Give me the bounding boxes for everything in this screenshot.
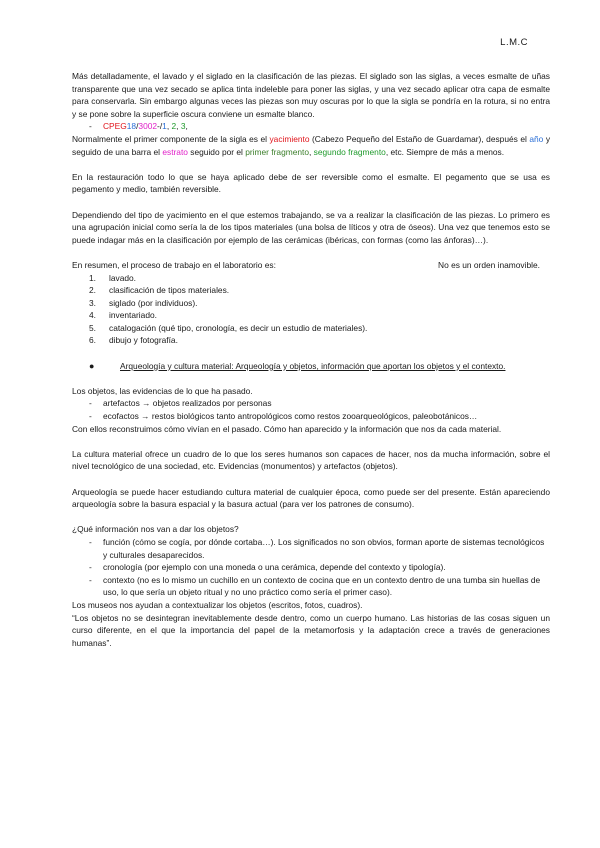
paragraph-arqueologia-presente: Arqueología se puede hacer estudiando cultura material de cualquier época, como puede ser del presente. Están apareciendo arqueología sobre la basura espacial y la basura actual (para ver los patrones de consumo). xyxy=(72,486,550,510)
sigla-fragment-1: 1 xyxy=(162,121,167,132)
sigla-site-code: CPEG xyxy=(103,121,127,132)
step-number: 3. xyxy=(89,297,96,308)
sigla-slash-dash: -/ xyxy=(157,121,163,132)
step-number: 1. xyxy=(89,272,96,283)
text-run: y seguido de una barra el xyxy=(72,133,551,157)
sigla-slash: / xyxy=(136,121,139,132)
evidence-list xyxy=(72,397,550,422)
info-list xyxy=(72,536,550,599)
bullet-icon: ● xyxy=(89,360,95,371)
paragraph-reconstruccion: Con ellos reconstruimos cómo vivían en el pasado. Cómo han aparecido y la información que nos da cada material. xyxy=(72,423,502,434)
paragraph-sigla-components xyxy=(72,133,550,158)
text-run: (Cabezo Pequeño del Estaño de Guardamar), después el xyxy=(309,133,530,144)
term-estrato: estrato xyxy=(162,146,188,157)
step-text: inventariado. xyxy=(109,310,157,321)
sigla-example-list xyxy=(72,120,550,133)
spacer xyxy=(72,347,550,360)
sigla-stratum: 3002 xyxy=(138,121,158,132)
sigla-fragment-3: 3 xyxy=(180,121,186,132)
text-run: Normalmente el primer componente de la sigla es el xyxy=(72,133,270,144)
process-step xyxy=(72,297,550,310)
list-item: - contexto (no es lo mismo un cuchillo en un contexto de cocina que en un contexto dentro de una tumba sin huellas de uso, lo que sería un objeto ritual y no uno práctico como sería el primer caso). xyxy=(72,574,550,599)
quote: “Los objetos no se desintegran inevitablemente desde dentro, como un cuerpo humano. Las historias de las cosas siguen un curso diferente, en el que la importancia del papel de la metamorfosis y la adaptación crece a través de generaciones humanas”. xyxy=(72,612,550,648)
list-item: - artefactos → objetos realizados por personas xyxy=(72,397,550,410)
step-text: catalogación (qué tipo, cronología, es decir un estudio de materiales). xyxy=(109,322,368,333)
paragraph-siglado: Más detalladamente, el lavado y el siglado en la clasificación de las piezas. El siglado son las siglas, a veces esmalte de uñas transparente que una vez secado se aplica tinta indeleble para poner las siglas, y una vez secado aplicar otra capa de esmalte para conservarla. Sin embargo algunas veces las piezas son muy oscuras por lo que la sigla se pondría en la rotura, si no entra y se pone sobre la superficie oscura conviene un esmalte blanco. xyxy=(72,71,550,119)
term-primer-fragmento: primer fragmento xyxy=(245,146,309,157)
sigla-example xyxy=(72,120,550,133)
term-yacimiento: yacimiento xyxy=(269,133,310,144)
sigla-comma: , xyxy=(176,121,181,132)
process-step xyxy=(72,334,550,347)
paragraph-cultura-material: La cultura material ofrece un cuadro de lo que los seres humanos son capaces de hacer, nos da mucha información, sobre el nivel tecnológico de una sociedad, etc. Evidencias (monumentos) y artefactos (objetos). xyxy=(72,448,550,472)
list-item: - ecofactos → restos biológicos tanto antropológicos como restos zooarqueológicos, paleobotánicos… xyxy=(72,410,550,423)
list-item: - cronología (por ejemplo con una moneda o una cerámica, depende del contexto y tipología). xyxy=(72,561,550,574)
paragraph-museos: Los museos nos ayudan a contextualizar los objetos (escritos, fotos, cuadros). xyxy=(72,599,363,610)
section-heading xyxy=(72,360,550,373)
resumen-line xyxy=(72,259,550,272)
spacer xyxy=(72,511,550,524)
author-initials: L.M.C xyxy=(500,37,528,48)
list-item: - función (cómo se cogía, por dónde cortaba…). Los significados no son obvios, forman aporte de sistemas tecnológicos y culturales desaparecidos. xyxy=(72,536,550,561)
sigla-comma: , xyxy=(185,121,188,132)
step-number: 2. xyxy=(89,285,96,296)
paragraph-restauracion: En la restauración todo lo que se haya aplicado debe de ser reversible como el esmalte. El pegamento que se usa es pegamento y medio, también reversible. xyxy=(72,171,550,195)
paragraph-evidencias: Los objetos, las evidencias de lo que ha pasado. xyxy=(72,385,253,396)
spacer xyxy=(72,473,550,486)
step-number: 4. xyxy=(89,310,96,321)
step-number: 6. xyxy=(89,335,96,346)
step-text: siglado (por individuos). xyxy=(109,297,198,308)
paragraph-pregunta: ¿Qué información nos van a dar los objetos? xyxy=(72,524,239,535)
process-steps-list xyxy=(72,272,550,348)
text-run: , xyxy=(309,146,314,157)
paragraph-clasificacion: Dependiendo del tipo de yacimiento en el que estemos trabajando, se va a realizar la clasificación de las piezas. Lo primero es una agrupación inicial como sería la de los tipos materiales (una bolsa de líticos y otra de óseos). Una vez que tenemos esto se puede indagar más en la clasificación por ejemplo de las cerámicas (ibéricas, con formas (como las ánforas)…). xyxy=(72,209,550,245)
spacer xyxy=(72,372,550,385)
resumen-label: En resumen, el proceso de trabajo en el laboratorio es: xyxy=(72,259,276,270)
text-run: , etc. Siempre de más a menos. xyxy=(385,146,505,157)
process-step xyxy=(72,309,550,322)
sigla-fragment-2: 2 xyxy=(171,121,177,132)
resumen-note: No es un orden inamovible. xyxy=(438,259,540,270)
document-body xyxy=(72,70,550,649)
step-number: 5. xyxy=(89,322,96,333)
spacer xyxy=(72,435,550,448)
spacer xyxy=(72,196,550,209)
step-text: dibujo y fotografía. xyxy=(109,335,178,346)
step-text: clasificación de tipos materiales. xyxy=(109,285,230,296)
process-step xyxy=(72,284,550,297)
text-run: seguido por el xyxy=(187,146,246,157)
section-title: Arqueología y cultura material: Arqueología y objetos, información que aportan los objetos y el contexto. xyxy=(120,360,506,371)
spacer xyxy=(72,246,550,259)
step-text: lavado. xyxy=(109,272,137,283)
sigla-year: 18 xyxy=(126,121,137,132)
process-step xyxy=(72,322,550,335)
sigla-comma: , xyxy=(166,121,172,132)
process-step xyxy=(72,272,550,285)
term-anio: año xyxy=(529,133,544,144)
term-segundo-fragmento: segundo fragmento xyxy=(313,146,386,157)
spacer xyxy=(72,158,550,171)
